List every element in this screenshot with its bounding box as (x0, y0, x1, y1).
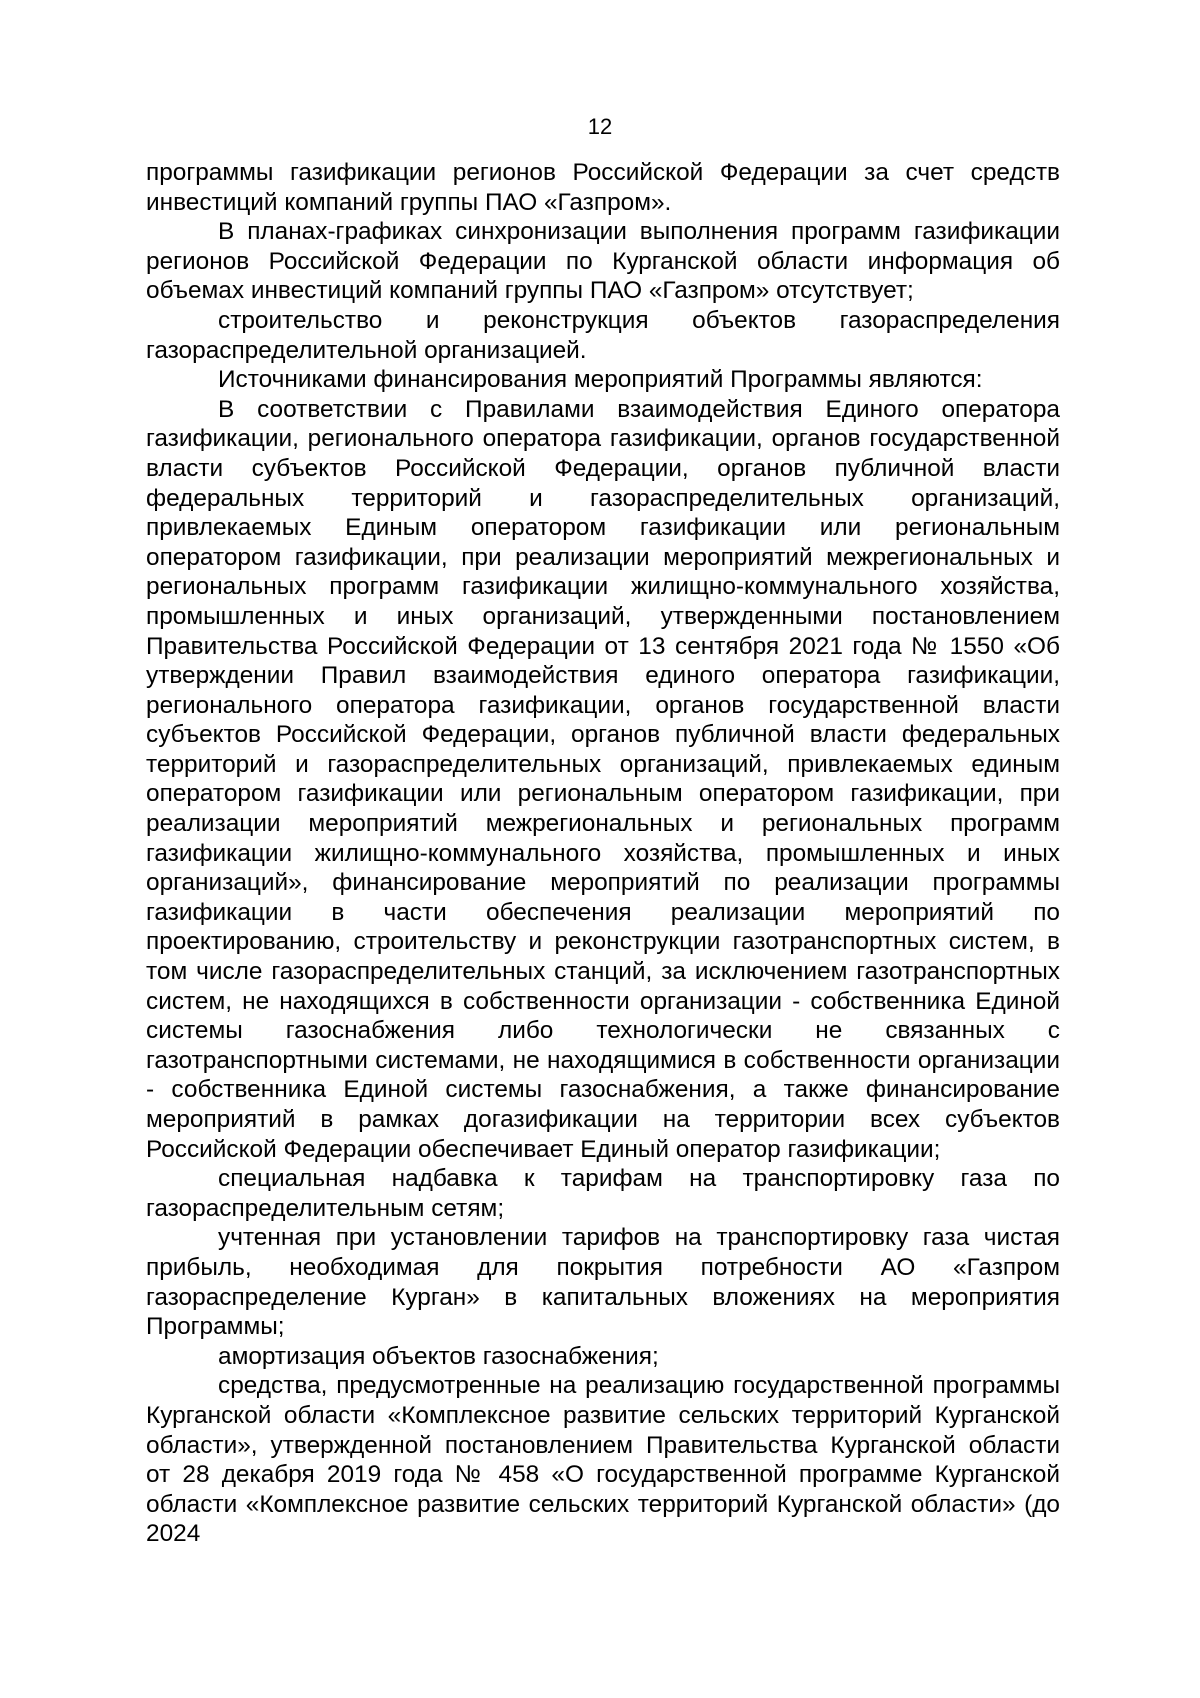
paragraph-net-profit: учтенная при установлении тарифов на транспортировку газа чистая прибыль, необходимая для покрытия потребности АО «Газпром газораспределение Курган» в капитальных вложениях на мероприятия Программы; (146, 1224, 1060, 1341)
paragraph-construction: строительство и реконструкция объектов газораспределения газораспределительной организацией. (146, 306, 1060, 364)
paragraph-state-program-funds: средства, предусмотренные на реализацию государственной программы Курганской области «Комплексное развитие сельских территорий Курганской области», утвержденной постановлением Правительства Курганской области от 28 декабря 2019 года № 458 «О государственной программе Курганской области «Комплексное развитие сельских территорий Курганской области» (до 2024 (146, 1372, 1060, 1548)
page-number: 12 (587, 114, 613, 139)
paragraph-continuation: программы газификации регионов Российской Федерации за счет средств инвестиций компаний группы ПАО «Газпром». (146, 159, 1060, 216)
paragraph-gazprom-investments: В планах-графиках синхронизации выполнения программ газификации регионов Российской Федерации по Курганской области информация об объемах инвестиций компаний группы ПАО «Газпром» отсутствует; (146, 218, 1060, 305)
paragraph-funding-sources-heading: Источниками финансирования мероприятий Программы являются: (218, 366, 983, 394)
paragraph-unified-operator-rules: В соответствии с Правилами взаимодействия Единого оператора газификации, регионального оператора газификации, органов государственной власти субъектов Российской Федерации, органов публичной власти федеральных территорий и газораспределительных организаций, привлекаемых Единым оператором газификации или региональным оператором газификации, при реализации мероприятий межрегиональных и региональных программ газификации жилищно-коммунального хозяйства, промышленных и иных организаций, утвержденными постановлением Правительства Российской Федерации от 13 сентября 2021 года № 1550 «Об утверждении Правил взаимодействия единого оператора газификации, регионального оператора газификации, органов государственной власти субъектов Российской Федерации, органов публичной власти федеральных территорий и газораспределительных организаций, привлекаемых единым оператором газификации или региональным оператором газификации, при реализации мероприятий межрегиональных и региональных программ газификации жилищно-коммунального хозяйства, промышленных и иных организаций», финансирование мероприятий по реализации программы газификации в части обеспечения реализации мероприятий по проектированию, строительству и реконструкции газотранспортных систем, в том числе газораспределительных станций, за исключением газотранспортных систем, не находящихся в собственности организации - собственника Единой системы газоснабжения либо технологически не связанных с газотранспортными системами, не находящимися в собственности организации - собственника Единой системы газоснабжения, а также финансирование мероприятий в рамках догазификации на территории всех субъектов Российской Федерации обеспечивает Единый оператор газификации; (146, 395, 1060, 1163)
document-body (146, 158, 1060, 1549)
paragraph-tariff-surcharge: специальная надбавка к тарифам на транспортировку газа по газораспределительным сетям; (146, 1165, 1060, 1222)
paragraph-depreciation: амортизация объектов газоснабжения; (218, 1342, 659, 1370)
